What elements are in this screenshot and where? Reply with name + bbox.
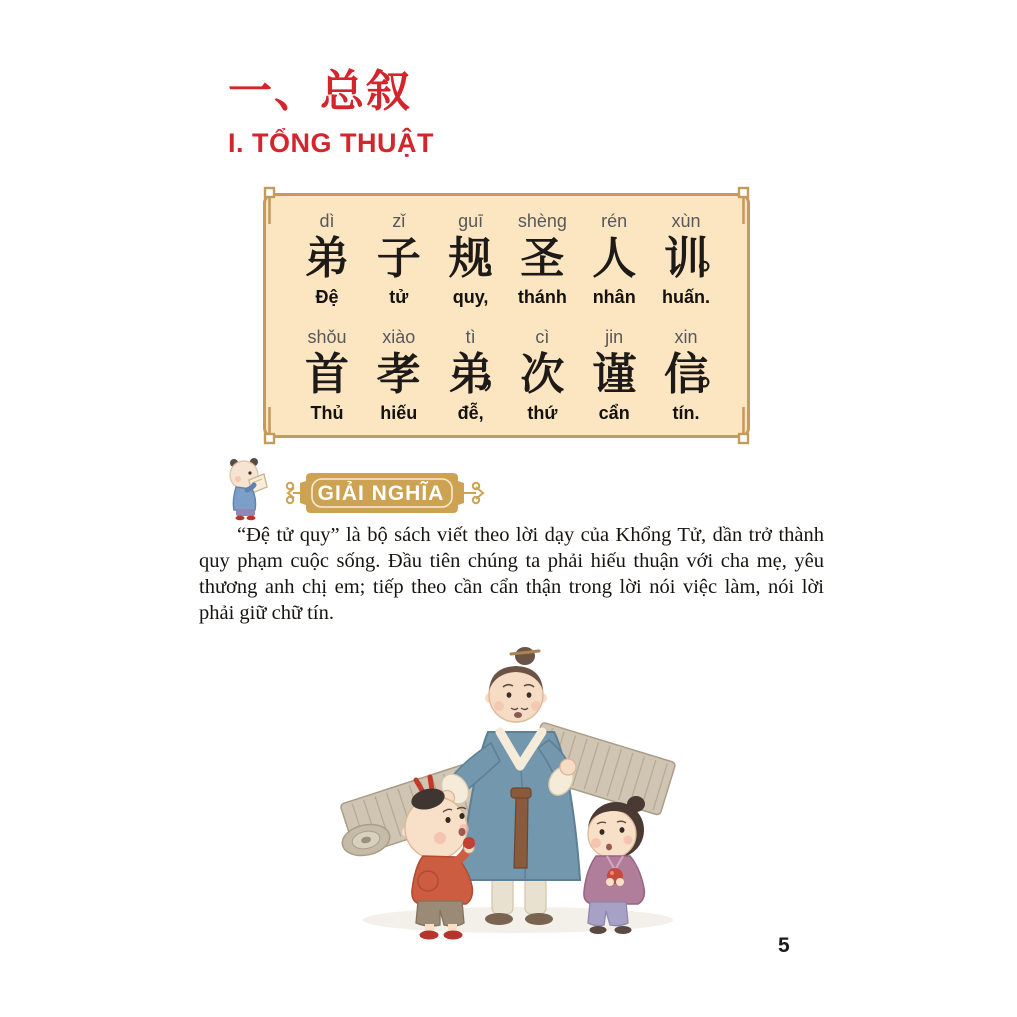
- verse-box: [263, 193, 750, 438]
- hanzi-text: 圣: [520, 233, 565, 284]
- teacher-children-illustration: [328, 640, 716, 940]
- pinyin-text: jin: [605, 327, 624, 347]
- hanzi-text: 信 。: [663, 349, 732, 400]
- verse-word: [661, 325, 732, 425]
- chapter-title-chinese: 一、总叙: [228, 66, 412, 117]
- punctuation: ，: [482, 353, 517, 393]
- hanzi-text: 首: [305, 349, 349, 400]
- vietnamese-text: thứ: [527, 403, 558, 423]
- pinyin-text: xin: [674, 327, 698, 347]
- vietnamese-text: nhân: [592, 287, 636, 307]
- verse-line-1: [266, 196, 747, 309]
- verse-word: [374, 325, 424, 425]
- explanation-paragraph: “Đệ tử quy” là bộ sách viết theo lời dạy của Khổng Tử, dần trở thành quy phạm cuộc sống. Đầu tiên chúng ta phải hiếu thuận với cha mẹ, yêu thương anh chị em; tiếp theo cần cẩn thận trong lời nói việc làm, nói lời phải giữ chữ tín.: [199, 524, 824, 624]
- pinyin-text: tì: [465, 327, 476, 347]
- pinyin-text: shèng: [517, 211, 567, 231]
- badge-label: GIẢI NGHĨA: [317, 482, 445, 505]
- verse-word: [446, 325, 517, 425]
- vietnamese-text: tín.: [672, 403, 700, 423]
- punctuation: 。: [697, 353, 732, 393]
- giai-nghia-badge: [280, 468, 490, 520]
- pinyin-text: dì: [319, 211, 335, 231]
- verse-word: [589, 325, 639, 425]
- chapter-title-vietnamese: I. TỔNG THUẬT: [228, 128, 434, 158]
- vietnamese-text: cẩn: [598, 403, 630, 423]
- verse-word: [302, 325, 352, 425]
- pinyin-text: xùn: [671, 211, 701, 231]
- vietnamese-text: Đệ: [315, 287, 339, 307]
- hanzi-text: 孝: [376, 349, 421, 400]
- verse-word: [446, 209, 517, 309]
- vietnamese-text: Thủ: [310, 403, 344, 423]
- punctuation: ，: [482, 237, 517, 277]
- page-number: 5: [778, 934, 790, 957]
- verse-word: [589, 209, 639, 309]
- vietnamese-text: thánh: [517, 287, 567, 307]
- verse-word: [302, 209, 352, 309]
- hanzi-text: 训 。: [663, 233, 732, 284]
- pinyin-text: rén: [601, 211, 628, 231]
- hanzi-text: 弟: [305, 233, 349, 284]
- verse-word: [374, 209, 424, 309]
- vietnamese-text: quy,: [452, 287, 489, 307]
- verse-word: [661, 209, 732, 309]
- vietnamese-text: đễ,: [457, 403, 484, 423]
- hanzi-text: 规 ，: [448, 233, 517, 284]
- hanzi-text: 子: [376, 233, 421, 284]
- verse-word: [517, 209, 567, 309]
- verse-word: [517, 325, 567, 425]
- vietnamese-text: tử: [389, 287, 409, 307]
- pinyin-text: zǐ: [392, 211, 406, 231]
- vietnamese-text: huấn.: [661, 287, 710, 307]
- vietnamese-text: hiếu: [380, 403, 418, 423]
- pinyin-text: cì: [535, 327, 550, 347]
- hanzi-text: 谨: [592, 349, 637, 400]
- pinyin-text: shǒu: [307, 327, 347, 347]
- pinyin-text: guī: [458, 211, 484, 231]
- pinyin-text: xiào: [382, 327, 416, 347]
- reading-child-icon: [221, 457, 273, 521]
- hanzi-text: 人: [592, 233, 637, 284]
- hanzi-text: 次: [520, 349, 565, 400]
- hanzi-text: 弟 ，: [448, 349, 517, 400]
- punctuation: 。: [697, 237, 732, 277]
- verse-line-2: [266, 325, 747, 425]
